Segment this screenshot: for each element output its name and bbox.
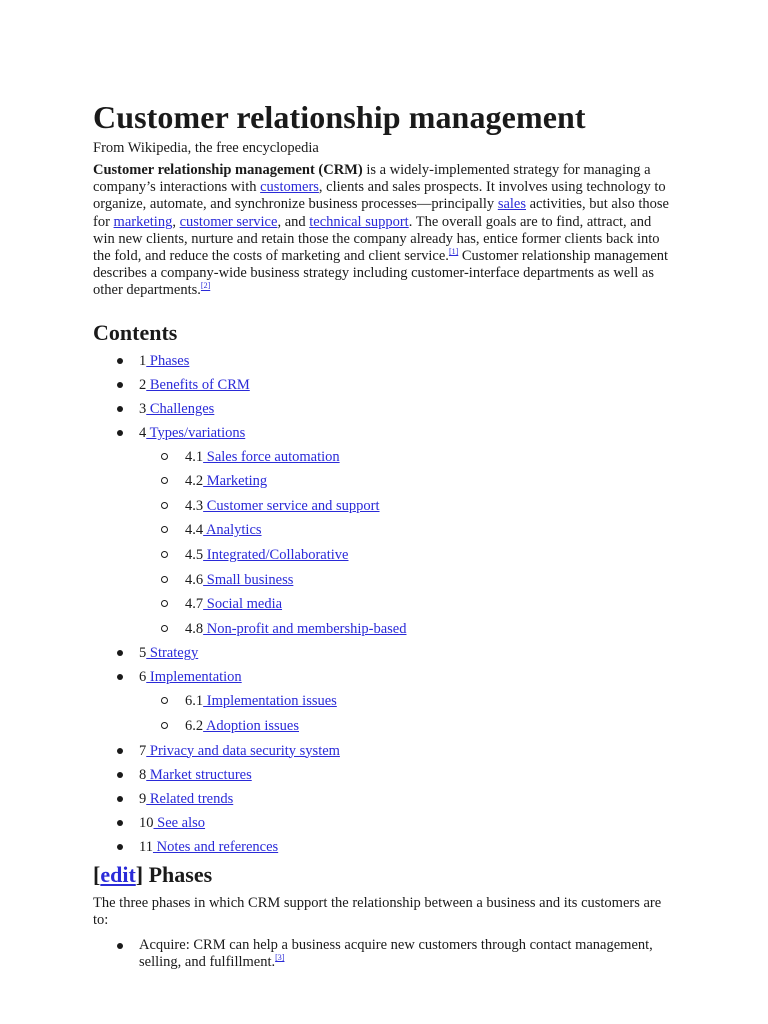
toc-number: 10 — [139, 814, 154, 831]
toc-number: 4.5 — [185, 547, 204, 563]
toc-number: 4.8 — [185, 620, 204, 637]
intro-text: . The overall goals are to find, attract, and win new clients, nurture and retain those the company already has, entice former clients back into the fold, and reduce the costs of marketing and client service. — [93, 213, 660, 265]
article — [93, 98, 673, 971]
toc-link[interactable]: Privacy and data security system — [146, 742, 340, 759]
intro-text: , and — [277, 213, 310, 230]
toc-number: 4.2 — [185, 473, 204, 490]
toc-subitem — [139, 546, 673, 564]
toc-link[interactable]: Strategy — [146, 645, 199, 662]
toc-item — [93, 668, 673, 735]
toc-subitem — [139, 497, 673, 515]
toc-number: 4 — [139, 424, 147, 441]
toc-link[interactable]: Implementation issues — [203, 693, 337, 710]
toc-number: 8 — [139, 766, 147, 783]
toc-number: 4.7 — [185, 596, 204, 613]
toc-number: 2 — [139, 376, 147, 393]
toc-link[interactable]: Adoption issues — [203, 717, 299, 734]
toc-link[interactable]: Benefits of CRM — [146, 376, 250, 393]
toc-link[interactable]: Related trends — [146, 790, 234, 807]
reference-link[interactable]: [1] — [448, 247, 459, 257]
toc-subitem — [139, 571, 673, 589]
reference-link[interactable]: [3] — [275, 953, 285, 963]
toc-link[interactable]: Non-profit and membership-based — [203, 620, 407, 637]
reference-link[interactable]: [2] — [200, 281, 211, 291]
toc-subitem — [139, 717, 673, 735]
link-technical-support[interactable]: technical support — [309, 213, 409, 230]
toc-link[interactable]: Analytics — [203, 522, 262, 539]
bullet-text: Acquire: CRM can help a business acquire new customers through contact management, selling, and fulfillment. — [139, 936, 653, 971]
toc-item — [93, 352, 673, 370]
toc-link[interactable]: Small business — [203, 571, 294, 588]
toc-number: 4.1 — [185, 448, 204, 465]
phases-heading — [93, 862, 673, 888]
toc-link[interactable]: Phases — [146, 352, 190, 369]
toc-number: 9 — [139, 790, 147, 807]
toc-subitem — [139, 595, 673, 613]
toc-subitem — [139, 521, 673, 539]
intro-text: Customer relationship management describes a company-wide business strategy including customer-interface departments as well as other departments. — [93, 248, 669, 299]
intro-text: activities, but also those for — [93, 196, 669, 230]
edit-link[interactable]: edit — [100, 861, 136, 887]
toc-item — [93, 814, 673, 832]
toc-subitem — [139, 620, 673, 638]
section-title: Phases — [143, 861, 213, 887]
toc-link[interactable]: Integrated/Collaborative — [203, 547, 349, 563]
toc-link[interactable]: Types/variations — [146, 424, 246, 441]
toc-sublist — [139, 448, 673, 638]
intro-bold-term: Customer relationship management (CRM) — [93, 162, 363, 178]
toc-subitem — [139, 472, 673, 490]
phases-list — [93, 937, 673, 971]
toc-item — [93, 644, 673, 662]
bracket-close: ] — [135, 861, 144, 887]
toc-link[interactable]: Customer service and support — [203, 497, 380, 514]
toc-link[interactable]: Marketing — [203, 473, 268, 490]
toc-number: 11 — [139, 838, 153, 855]
toc-subitem — [139, 448, 673, 466]
intro-text: is a widely-implemented strategy for managing a company’s interactions with — [93, 162, 651, 196]
toc-number: 4.6 — [185, 571, 204, 588]
intro-text: , — [172, 213, 180, 230]
toc-sublist — [139, 692, 673, 735]
toc-link[interactable]: See also — [153, 814, 206, 831]
table-of-contents — [93, 352, 673, 856]
toc-item — [93, 376, 673, 394]
toc-subitem — [139, 692, 673, 710]
toc-item — [93, 838, 673, 856]
toc-number: 3 — [139, 400, 147, 417]
link-marketing[interactable]: marketing — [113, 213, 173, 230]
toc-link[interactable]: Social media — [203, 596, 283, 613]
toc-number: 4.3 — [185, 497, 204, 514]
toc-item — [93, 790, 673, 808]
toc-number: 6 — [139, 669, 147, 686]
toc-number: 1 — [139, 352, 147, 369]
list-item — [93, 937, 673, 971]
page-title: Customer relationship management — [93, 99, 586, 135]
toc-number: 5 — [139, 645, 147, 662]
toc-link[interactable]: Notes and references — [152, 838, 279, 855]
toc-number: 7 — [139, 742, 147, 759]
intro-paragraph — [93, 162, 673, 300]
toc-item — [93, 742, 673, 760]
link-sales[interactable]: sales — [497, 196, 526, 213]
link-customer-service[interactable]: customer service — [179, 213, 278, 230]
toc-number: 4.4 — [185, 522, 204, 539]
toc-item — [93, 400, 673, 418]
link-customers[interactable]: customers — [260, 179, 319, 196]
toc-number: 6.1 — [185, 693, 204, 710]
toc-number: 6.2 — [185, 717, 204, 734]
toc-item — [93, 424, 673, 638]
toc-link[interactable]: Sales force automation — [203, 448, 340, 465]
contents-heading: Contents — [93, 319, 178, 345]
page-subtitle: From Wikipedia, the free encyclopedia — [93, 140, 319, 156]
intro-text: , clients and sales prospects. It involves using technology to organize, automate, and synchronize business processes—principally — [93, 179, 666, 213]
phases-intro: The three phases in which CRM support the relationship between a business and its customers are to: — [93, 894, 662, 928]
toc-link[interactable]: Implementation — [146, 669, 242, 686]
toc-link[interactable]: Challenges — [146, 400, 215, 417]
toc-item — [93, 766, 673, 784]
toc-link[interactable]: Market structures — [146, 766, 252, 783]
bracket-open: [ — [93, 861, 101, 887]
